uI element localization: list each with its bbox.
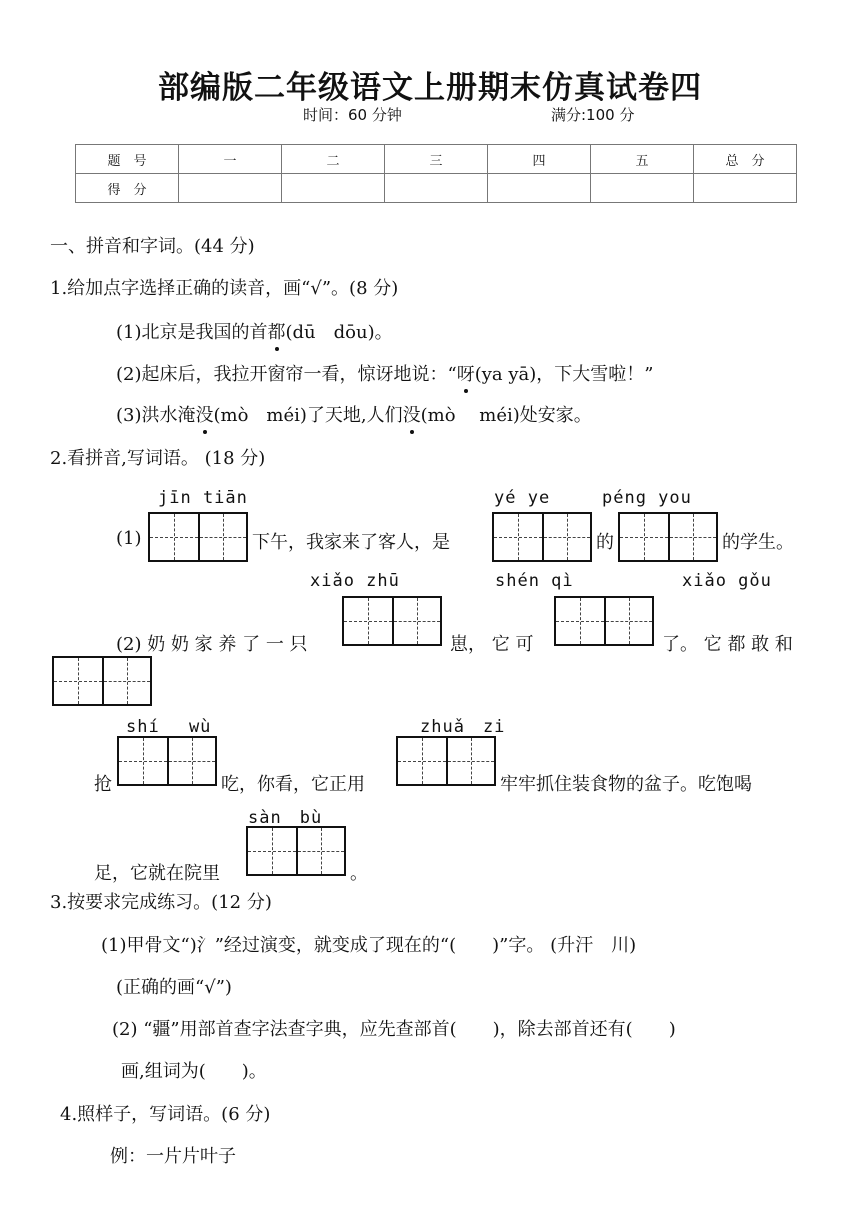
section-1-heading: 一、拼音和字词。(44 分)	[50, 236, 255, 257]
pinyin-hint: shén qì	[495, 571, 574, 591]
score-input-cell[interactable]	[385, 174, 488, 203]
pinyin-hint: péng you	[602, 488, 692, 508]
writing-grid[interactable]	[117, 736, 217, 786]
writing-grid[interactable]	[148, 512, 248, 562]
dotted-char: 都	[268, 318, 286, 344]
pinyin-hint: xiǎo zhū	[310, 571, 400, 591]
score-input-cell[interactable]	[488, 174, 591, 203]
writing-grid[interactable]	[52, 656, 152, 706]
score-header-cell: 一	[179, 145, 282, 174]
pinyin-hint: sàn bù	[248, 808, 323, 828]
q2-s1-text: 的	[596, 532, 614, 553]
score-input-cell[interactable]	[282, 174, 385, 203]
q2-s3-text: 吃，你看，它正用	[221, 774, 365, 795]
q2-s4-text: 。	[350, 863, 368, 884]
q1-item-2: (2)起床后，我拉开窗帘一看，惊讶地说：“呀(ya yā)，下大雪啦！”	[116, 360, 653, 386]
q2-s1-text: 的学生。	[722, 532, 794, 553]
q2-s3-text: 牢牢抓住装食物的盆子。吃饱喝	[500, 774, 752, 795]
writing-grid[interactable]	[342, 596, 442, 646]
q2-s2-text: 了。 它 都 敢 和	[662, 634, 793, 655]
writing-grid[interactable]	[554, 596, 654, 646]
q1-heading: 1.给加点字选择正确的读音，画“√”。(8 分)	[50, 278, 399, 299]
score-header-cell: 五	[591, 145, 694, 174]
exam-time: 时间：60 分钟	[303, 106, 402, 124]
score-row-label: 得 分	[76, 174, 179, 203]
pinyin-hint: shí wù	[126, 717, 212, 737]
pinyin-hint: zhuǎ zi	[420, 717, 506, 737]
q2-s3-text: 抢	[94, 774, 112, 795]
q3-line-3: (2) “疆”用部首查字法查字典，应先查部首( )，除去部首还有( )	[112, 1019, 676, 1040]
score-table-header-row	[76, 145, 797, 174]
q2-s2-text: 崽， 它 可	[450, 634, 534, 655]
q3-heading: 3.按要求完成练习。(12 分)	[50, 892, 272, 913]
page-title: 部编版二年级语文上册期末仿真试卷四	[158, 70, 702, 106]
q2-heading: 2.看拼音,写词语。 (18 分)	[50, 448, 266, 469]
q2-s1-label: (1)	[116, 528, 142, 549]
writing-grid[interactable]	[618, 512, 718, 562]
dotted-char: 没	[196, 401, 214, 427]
q3-line-1: (1)甲骨文“)氵”经过演变，就变成了现在的“( )”字。 (升汗 川)	[101, 935, 637, 956]
score-input-cell[interactable]	[694, 174, 797, 203]
score-header-cell: 三	[385, 145, 488, 174]
score-input-cell[interactable]	[179, 174, 282, 203]
q2-s1-text: 下午，我家来了客人，是	[252, 532, 450, 553]
q3-line-4: 画,组词为( )。	[121, 1061, 267, 1082]
q4-heading: 4.照样子，写词语。(6 分)	[60, 1104, 271, 1125]
score-header-cell: 二	[282, 145, 385, 174]
writing-grid[interactable]	[492, 512, 592, 562]
score-table-score-row	[76, 174, 797, 203]
score-table	[75, 144, 797, 203]
pinyin-hint: yé ye	[494, 488, 551, 508]
writing-grid[interactable]	[396, 736, 496, 786]
score-header-cell: 题 号	[76, 145, 179, 174]
q1-item-1: (1)北京是我国的首都(dū dōu)。	[116, 318, 393, 344]
q1-item-3: (3)洪水淹没(mò méi)了天地,人们没(mò méi)处安家。	[116, 401, 592, 427]
dotted-char: 呀	[457, 360, 475, 386]
q3-line-2: (正确的画“√”)	[116, 977, 232, 998]
dotted-char: 没	[403, 401, 421, 427]
score-header-cell: 四	[488, 145, 591, 174]
q2-s2-text: (2) 奶 奶 家 养 了 一 只	[116, 634, 308, 655]
pinyin-hint: jīn tiān	[158, 488, 248, 508]
q2-s4-text: 足，它就在院里	[94, 863, 220, 884]
score-input-cell[interactable]	[591, 174, 694, 203]
score-header-cell: 总 分	[694, 145, 797, 174]
full-score: 满分:100 分	[551, 106, 635, 124]
writing-grid[interactable]	[246, 826, 346, 876]
pinyin-hint: xiǎo gǒu	[682, 571, 772, 591]
q4-example: 例：一片片叶子	[110, 1146, 236, 1167]
